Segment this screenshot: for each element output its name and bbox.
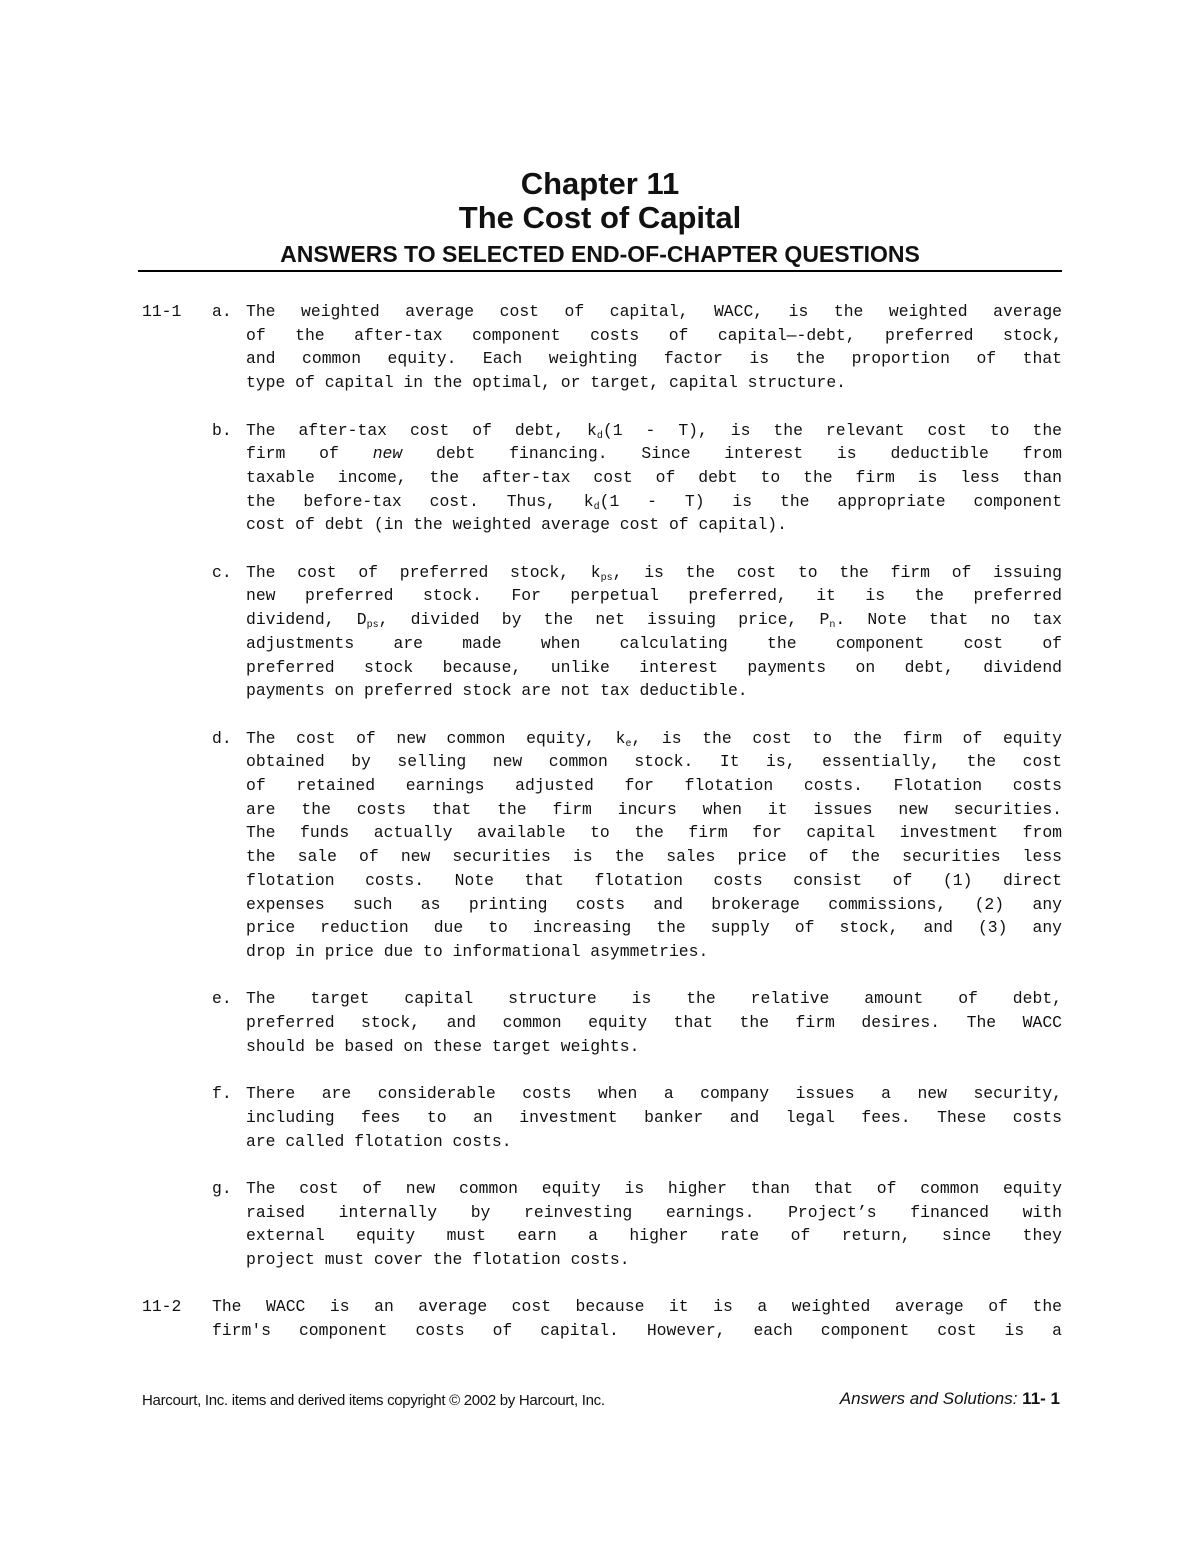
item-text: [246, 1177, 1062, 1272]
footer-copyright: Harcourt, Inc. items and derived items copyright © 2002 by Harcourt, Inc.: [142, 1392, 605, 1409]
question-11-1: [142, 300, 1062, 1272]
page-number: 11- 1: [1017, 1389, 1060, 1408]
answer-item-a: [212, 300, 1062, 395]
chapter-heading: Chapter 11: [520, 166, 680, 201]
text-line: preferred stock because, unlike interest payments on debt, dividend: [246, 657, 1062, 677]
text-line: dividend, $D_{ps}$, divided by the net issuing price, $P_n$. Note that no tax: [246, 610, 1062, 632]
item-letter: d.: [212, 728, 232, 748]
text-line: type of capital in the optimal, or target, capital structure.: [246, 373, 846, 393]
item-letter: b.: [212, 420, 232, 440]
answer-item-e: [212, 987, 1062, 1058]
text-line: firm's component costs of capital. However, each component cost is a: [212, 1321, 1062, 1341]
text-line: drop in price due to informational asymmetries.: [246, 941, 709, 961]
item-letter: g.: [212, 1178, 232, 1198]
answer-text: [212, 1295, 1062, 1342]
text-line: cost of debt (in the weighted average cost of capital).: [246, 515, 787, 535]
item-letter: a.: [212, 302, 232, 321]
answer-item-f: [212, 1082, 1062, 1153]
text-line: project must cover the flotation costs.: [246, 1250, 630, 1270]
text-line: flotation costs. Note that flotation costs consist of (1) direct: [246, 870, 1062, 890]
item-letter: c.: [212, 562, 232, 582]
item-text: [246, 300, 1062, 395]
footer-page-label: [840, 1389, 1060, 1409]
text-line: expenses such as printing costs and brokerage commissions, (2) any: [246, 894, 1062, 914]
heading-rule: [138, 270, 1062, 272]
text-line: adjustments are made when calculating the component cost of: [246, 633, 1062, 653]
text-line: are called flotation costs.: [246, 1131, 512, 1151]
text-line: firm of new debt financing. Since interest is deductible from: [246, 444, 1062, 464]
text-line: The WACC is an average cost because it is a weighted average of the: [212, 1297, 1062, 1317]
text-line: new preferred stock. For perpetual preferred, it is the preferred: [246, 586, 1062, 606]
text-line: The funds actually available to the firm for capital investment from: [246, 823, 1062, 843]
chapter-title: The Cost of Capital: [458, 200, 742, 235]
text-line: obtained by selling new common stock. It is, essentially, the cost: [246, 752, 1062, 772]
item-letter: e.: [212, 989, 232, 1009]
text-line: The cost of new common equity is higher than that of common equity: [246, 1178, 1062, 1198]
text-line: of retained earnings adjusted for flotation costs. Flotation costs: [246, 776, 1062, 796]
text-line: the before-tax cost. Thus, $k_d(1 - T)$ is the appropriate component: [246, 491, 1062, 513]
answer-item-g: [212, 1177, 1062, 1272]
item-text: [246, 987, 1062, 1058]
text-line: the sale of new securities is the sales price of the securities less: [246, 847, 1062, 867]
text-line: The cost of new common equity, $k_e$, is the cost to the firm of equity: [246, 728, 1062, 750]
text-line: including fees to an investment banker and legal fees. These costs: [246, 1107, 1062, 1127]
text-line: The cost of preferred stock, $k_{ps}$, is the cost to the firm of issuing: [246, 562, 1062, 584]
answer-item-b: [212, 419, 1062, 538]
text-line: are the costs that the firm incurs when it issues new securities.: [246, 799, 1062, 819]
footer-section: Answers and Solutions:: [839, 1389, 1018, 1408]
text-line: The after-tax cost of debt, $k_d(1 - T)$, is the relevant cost to the: [246, 420, 1062, 442]
text-line: of the after-tax component costs of capital—-debt, preferred stock,: [246, 325, 1062, 345]
item-text: [246, 1082, 1062, 1153]
item-letter: f.: [212, 1084, 232, 1104]
text-line: The target capital structure is the relative amount of debt,: [246, 989, 1062, 1009]
item-text: [246, 561, 1062, 703]
text-line: The weighted average cost of capital, WACC, is the weighted average: [246, 302, 1062, 321]
text-line: raised internally by reinvesting earnings. Project’s financed with: [246, 1202, 1062, 1222]
item-text: [246, 419, 1062, 538]
question-11-2: [142, 1295, 1062, 1342]
question-number: 11-2: [142, 1297, 182, 1317]
text-line: price reduction due to increasing the supply of stock, and (3) any: [246, 918, 1062, 938]
text-line: should be based on these target weights.: [246, 1036, 640, 1056]
text-line: There are considerable costs when a company issues a new security,: [246, 1084, 1062, 1104]
item-text: [246, 727, 1062, 964]
answers-body: [142, 300, 1062, 1343]
text-line: and common equity. Each weighting factor is the proportion of that: [246, 349, 1062, 369]
text-line: external equity must earn a higher rate of return, since they: [246, 1226, 1062, 1246]
question-number: 11-1: [142, 302, 182, 321]
section-subtitle: ANSWERS TO SELECTED END-OF-CHAPTER QUESTIONS: [280, 241, 920, 267]
answer-item-d: [212, 727, 1062, 964]
answer-item-c: [212, 561, 1062, 703]
text-line: preferred stock, and common equity that the firm desires. The WACC: [246, 1013, 1062, 1033]
text-line: payments on preferred stock are not tax deductible.: [246, 681, 748, 701]
text-line: taxable income, the after-tax cost of debt to the firm is less than: [246, 467, 1062, 487]
